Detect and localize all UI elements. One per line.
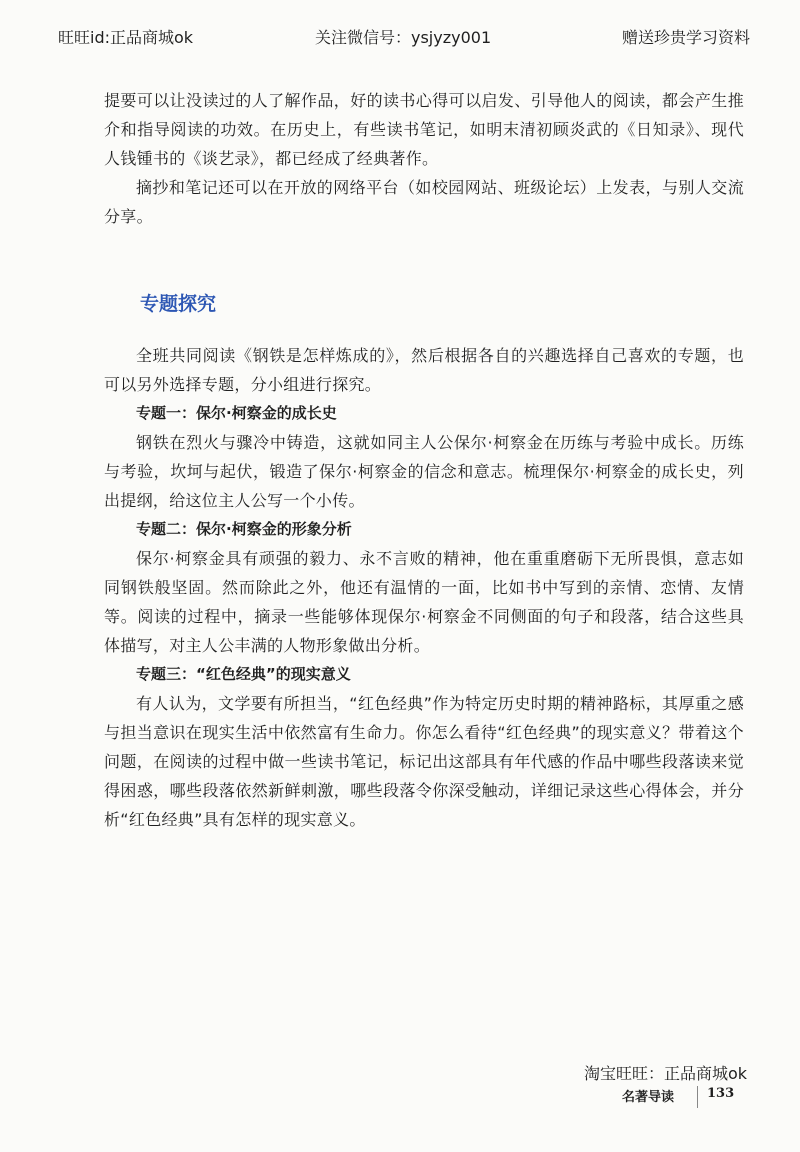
footer-divider [697, 1086, 698, 1108]
topic-2-body: 保尔·柯察金具有顽强的毅力、永不言败的精神，他在重重磨砺下无所畏惧，意志如同钢铁般坚固。然而除此之外，他还有温情的一面，比如书中写到的亲情、恋情、友情等。阅读的过程中，摘录一些能够体现保尔·柯察金不同侧面的句子和段落，结合这些具体描写，对主人公丰满的人物形象做出分析。 [104, 549, 744, 655]
watermark-footer: 淘宝旺旺：正品商城ok [584, 1064, 748, 1083]
section-intro: 全班共同阅读《钢铁是怎样炼成的》，然后根据各自的兴趣选择自己喜欢的专题，也可以另外选择专题，分小组进行探究。 [104, 346, 744, 394]
topic-3-title: 专题三：“红色经典”的现实意义 [136, 665, 351, 683]
watermark-center: 关注微信号：ysjyzy001 [315, 28, 492, 47]
intro-paragraph-sharing: 摘抄和笔记还可以在开放的网络平台（如校园网站、班级论坛）上发表，与别人交流分享。 [104, 178, 744, 226]
intro-paragraph-continued: 提要可以让没读过的人了解作品，好的读书心得可以启发、引导他人的阅读，都会产生推介和指导阅读的功效。在历史上，有些读书笔记，如明末清初顾炎武的《日知录》、现代人钱锺书的《谈艺录》，都已经成了经典著作。 [104, 91, 744, 168]
topic-2-title: 专题二：保尔·柯察金的形象分析 [136, 520, 352, 538]
running-footer-book-title: 名著导读 [622, 1090, 675, 1105]
watermark-right: 赠送珍贵学习资料 [622, 28, 751, 47]
topic-3-body: 有人认为，文学要有所担当，“红色经典”作为特定历史时期的精神路标，其厚重之感与担当意识在现实生活中依然富有生命力。你怎么看待“红色经典”的现实意义？带着这个问题，在阅读的过程中做一些读书笔记，标记出这部具有年代感的作品中哪些段落读来觉得困惑，哪些段落依然新鲜刺激，哪些段落令你深受触动，详细记录这些心得体会，并分析“红色经典”具有怎样的现实意义。 [104, 694, 744, 829]
watermark-left: 旺旺id:正品商城ok [58, 28, 194, 47]
watermark-header [0, 0, 800, 60]
topic-1-title: 专题一：保尔·柯察金的成长史 [136, 404, 337, 422]
section-title: 专题探究 [140, 293, 217, 315]
page-number: 133 [707, 1086, 735, 1101]
page-content [104, 86, 744, 834]
topic-1-body: 钢铁在烈火与骤冷中铸造，这就如同主人公保尔·柯察金在历练与考验中成长。历练与考验，坎坷与起伏，锻造了保尔·柯察金的信念和意志。梳理保尔·柯察金的成长史，列出提纲，给这位主人公写一个小传。 [104, 433, 744, 510]
